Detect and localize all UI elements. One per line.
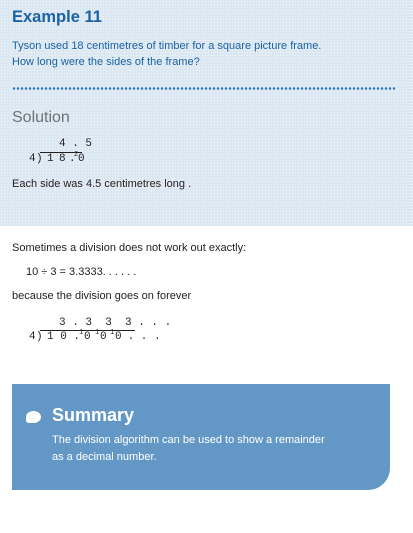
summary-line: as a decimal number. (52, 451, 157, 463)
division-carry: 1 (95, 329, 100, 337)
example-title: Example 11 (12, 8, 102, 26)
division-digit: 1 (47, 153, 54, 165)
body-intro: Sometimes a division does not work out exactly: (12, 242, 247, 254)
division-digit: 0 (115, 331, 122, 343)
solution-answer: Each side was 4.5 centimetres long . (12, 178, 192, 190)
body-equation: 10 ÷ 3 = 3.3333. . . . . . (26, 266, 137, 278)
division-divisor: 4 (29, 153, 36, 165)
division-digit: 0 (84, 331, 91, 343)
division-divisor: 4 (29, 331, 36, 343)
example-panel (0, 0, 413, 226)
summary-panel (12, 384, 390, 490)
division-decimal-point: . (69, 153, 76, 165)
division-carry: 1 (110, 329, 115, 337)
example-problem (12, 38, 402, 70)
division-carry: 1 (79, 329, 84, 337)
problem-line: Tyson used 18 centimetres of timber for a square picture frame. (12, 40, 322, 52)
division-carry: 2 (74, 151, 79, 159)
speech-bubble-icon (26, 411, 41, 423)
problem-line: How long were the sides of the frame? (12, 56, 200, 68)
solution-heading: Solution (12, 109, 70, 126)
summary-text (52, 432, 372, 466)
division-digit: 8 (59, 153, 66, 165)
division-digit: 0 (100, 331, 107, 343)
division-bracket: ) (36, 153, 43, 165)
division-quotient: 3 . 3 3 3 . . . (59, 317, 172, 329)
summary-line: The division algorithm can be used to show a remainder (52, 434, 325, 446)
division-digit: 0 (78, 153, 85, 165)
division-ellipsis: . . . (121, 331, 161, 343)
division-bracket: ) (36, 331, 43, 343)
body-explanation: because the division goes on forever (12, 290, 192, 302)
summary-title: Summary (52, 405, 135, 425)
dotted-divider (12, 87, 396, 90)
division-quotient: 4 . 5 (59, 138, 93, 150)
division-dividend: 1 0 . (47, 331, 81, 343)
